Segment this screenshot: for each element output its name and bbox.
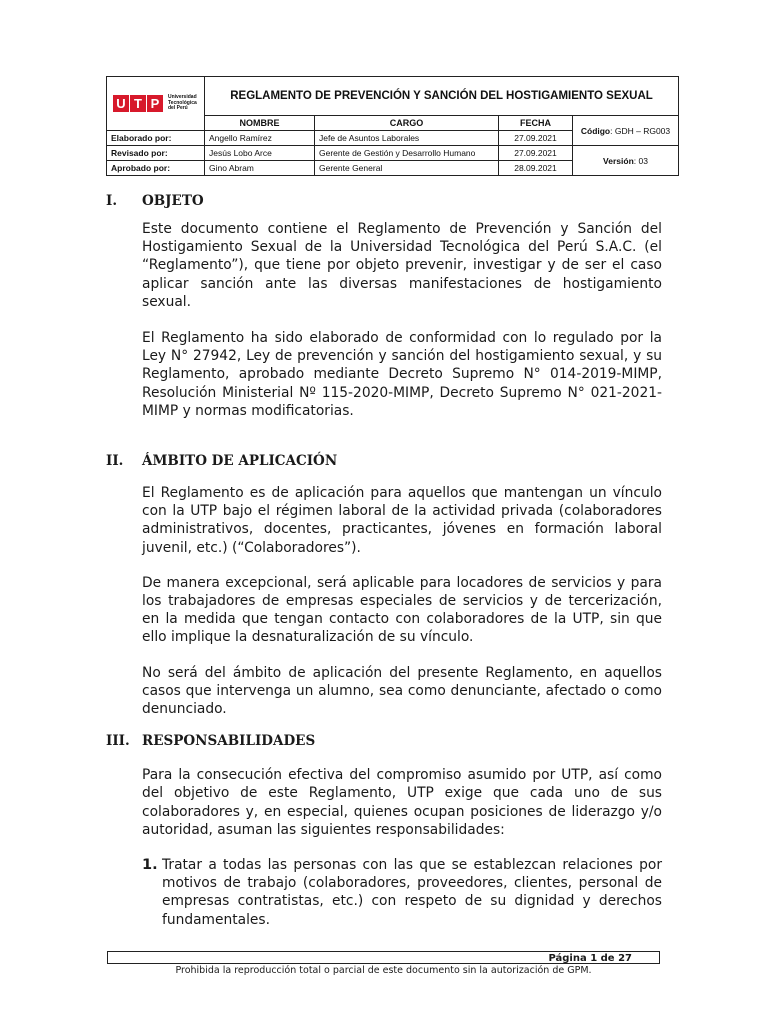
section-number: I. <box>106 193 118 209</box>
row-nombre: Jesús Lobo Arce <box>205 146 315 161</box>
document-header-table <box>106 76 679 176</box>
section-number: III. <box>106 733 130 750</box>
page-number-box <box>107 951 660 964</box>
footer-note: Prohibida la reproducción total o parcial de este documento sin la autorización de GPM. <box>175 965 592 976</box>
col-header-cargo: CARGO <box>315 116 499 131</box>
section-title <box>106 730 662 752</box>
logo-letter: T <box>130 95 146 112</box>
paragraph: De manera excepcional, será aplicable para locadores de servicios y para los trabajadores de empresas especiales de servicios y de tercerización, en la medida que tengan contacto con colaboradores de la UTP, sin que ello implique la desnaturalización de su vínculo. <box>142 574 662 646</box>
logo-text-line: del Perú <box>168 105 188 112</box>
version-cell <box>573 146 679 176</box>
col-header-fecha: FECHA <box>499 116 573 131</box>
paragraph: Este documento contiene el Reglamento de Prevención y Sanción del Hostigamiento Sexual de la Universidad Tecnológica del Perú S.A.C. (el “Reglamento”), que tiene por objeto prevenir, investigar y de ser el caso aplicar sanción ante las diversas manifestaciones de hostigamiento sexual. <box>142 221 662 310</box>
row-nombre: Gino Abram <box>205 161 315 176</box>
section-heading: OBJETO <box>142 193 204 209</box>
section-title <box>106 190 662 214</box>
section-title <box>106 450 662 472</box>
row-label: Aprobado por: <box>107 161 205 176</box>
page-number: Página 1 de 27 <box>548 953 632 964</box>
document-body <box>106 190 662 929</box>
row-cargo: Jefe de Asuntos Laborales <box>315 131 499 146</box>
version-label: Versión <box>603 155 634 166</box>
list-number: 1. <box>142 857 158 874</box>
row-nombre: Angello Ramírez <box>205 131 315 146</box>
logo-text-line: Tecnológica <box>168 99 197 106</box>
section-heading: RESPONSABILIDADES <box>142 733 316 750</box>
paragraph: El Reglamento es de aplicación para aquellos que mantengan un vínculo con la UTP bajo el régimen laboral de la actividad privada (colaboradores administrativos, docentes, practicantes, jóvenes en formación laboral juvenil, etc.) (“Colaboradores”). <box>142 485 662 556</box>
section-number: II. <box>106 453 124 470</box>
col-header-nombre: NOMBRE <box>205 116 315 131</box>
paragraph: No será del ámbito de aplicación del presente Reglamento, en aquellos casos que intervenga un alumno, sea como denunciante, afectado o como denunciado. <box>142 664 662 718</box>
codigo-value: : GDH – RG003 <box>610 125 671 136</box>
section-heading: ÁMBITO DE APLICACIÓN <box>142 453 338 470</box>
row-label: Revisado por: <box>107 146 205 161</box>
logo-cell <box>107 77 205 131</box>
codigo-cell <box>573 116 679 146</box>
utp-logo <box>113 95 198 112</box>
row-cargo: Gerente General <box>315 161 499 176</box>
codigo-label: Código <box>580 125 611 136</box>
list-item <box>142 856 662 929</box>
logo-text-line: Universidad <box>168 94 197 101</box>
row-fecha: 27.09.2021 <box>499 146 573 161</box>
list-text: Tratar a todas las personas con las que se establezcan relaciones por motivos de trabajo (colaboradores, proveedores, clientes, personal de empresas contratistas, etc.) con respeto de su dignidad y derechos fundamentales. <box>162 857 662 928</box>
logo-letter: P <box>147 95 163 112</box>
document-title: REGLAMENTO DE PREVENCIÓN Y SANCIÓN DEL HOSTIGAMIENTO SEXUAL <box>205 77 679 116</box>
paragraph: Para la consecución efectiva del compromiso asumido por UTP, así como del objetivo de este Reglamento, UTP exige que cada uno de sus colaboradores y, en especial, quienes ocupan posiciones de liderazgo y/o autoridad, asuman las siguientes responsabilidades: <box>142 767 662 838</box>
version-value: : 03 <box>633 155 648 166</box>
row-label: Elaborado por: <box>107 131 205 146</box>
row-fecha: 27.09.2021 <box>499 131 573 146</box>
table-row <box>107 146 679 161</box>
paragraph: El Reglamento ha sido elaborado de conformidad con lo regulado por la Ley N° 27942, Ley de prevención y sanción del hostigamiento sexual, y su Reglamento, aprobado mediante Decreto Supremo N° 014-2019-MIMP, Resolución Ministerial Nº 115-2020-MIMP, Decreto Supremo N° 021-2021-MIMP y normas modificatorias. <box>142 330 662 419</box>
row-cargo: Gerente de Gestión y Desarrollo Humano <box>315 146 499 161</box>
row-fecha: 28.09.2021 <box>499 161 573 176</box>
logo-letter: U <box>113 95 129 112</box>
